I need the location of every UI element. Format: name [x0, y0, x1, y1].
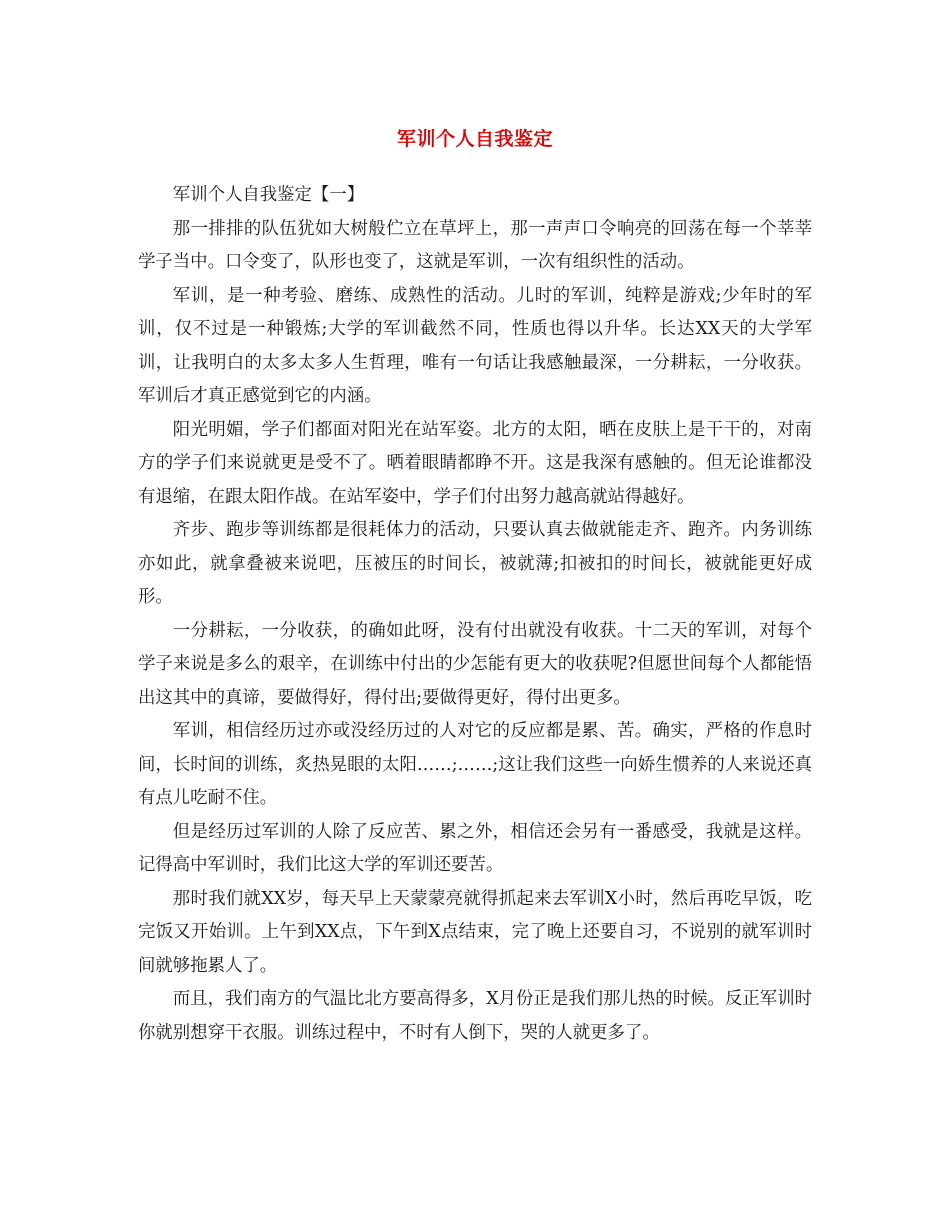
section-heading: 军训个人自我鉴定【一】: [172, 185, 365, 205]
paragraph: 那一排排的队伍犹如大树般伫立在草坪上，那一声声口令响亮的回荡在每一个莘莘学子当中。口令变了，队形也变了，这就是军训，一次有组织性的活动。: [138, 218, 812, 272]
paragraph: 而且，我们南方的气温比北方要高得多，X月份正是我们那儿热的时候。反正军训时你就别想穿干衣服。训练过程中，不时有人倒下，哭的人就更多了。: [138, 989, 812, 1043]
document-title: 军训个人自我鉴定: [396, 128, 553, 150]
paragraph: 但是经历过军训的人除了反应苦、累之外，相信还会另有一番感受，我就是这样。记得高中军训时，我们比这大学的军训还要苦。: [138, 821, 812, 875]
paragraph: 齐步、跑步等训练都是很耗体力的活动，只要认真去做就能走齐、跑齐。内务训练亦如此，就拿叠被来说吧，压被压的时间长，被就薄;扣被扣的时间长，被就能更好成形。: [138, 520, 812, 607]
document-body: [138, 179, 812, 1050]
paragraph: 阳光明媚，学子们都面对阳光在站军姿。北方的太阳，晒在皮肤上是干干的，对南方的学子们来说就更是受不了。晒着眼睛都睁不开。这是我深有感触的。但无论谁都没有退缩，在跟太阳作战。在站军姿中，学子们付出努力越高就站得越好。: [138, 419, 812, 507]
paragraph: 那时我们就XX岁，每天早上天蒙蒙亮就得抓起来去军训X小时，然后再吃早饭，吃完饭又开始训。上午到XX点，下午到X点结束，完了晚上还要自习，不说别的就军训时间就够拖累人了。: [138, 888, 812, 976]
paragraph: 军训，是一种考验、磨练、成熟性的活动。儿时的军训，纯粹是游戏;少年时的军训，仅不过是一种锻炼;大学的军训截然不同，性质也得以升华。长达XX天的大学军训，让我明白的太多太多人生哲理，唯有一句话让我感触最深，一分耕耘，一分收获。军训后才真正感觉到它的内涵。: [138, 285, 812, 406]
paragraph: 一分耕耘，一分收获，的确如此呀，没有付出就没有收获。十二天的军训，对每个学子来说是多么的艰辛，在训练中付出的少怎能有更大的收获呢?但愿世间每个人都能悟出这其中的真谛，要做得好，得付出;要做得更好，得付出更多。: [138, 620, 812, 708]
paragraph: 军训，相信经历过亦或没经历过的人对它的反应都是累、苦。确实，严格的作息时间，长时间的训练，炙热晃眼的太阳……;……;这让我们这些一向娇生惯养的人来说还真有点儿吃耐不住。: [138, 721, 812, 808]
